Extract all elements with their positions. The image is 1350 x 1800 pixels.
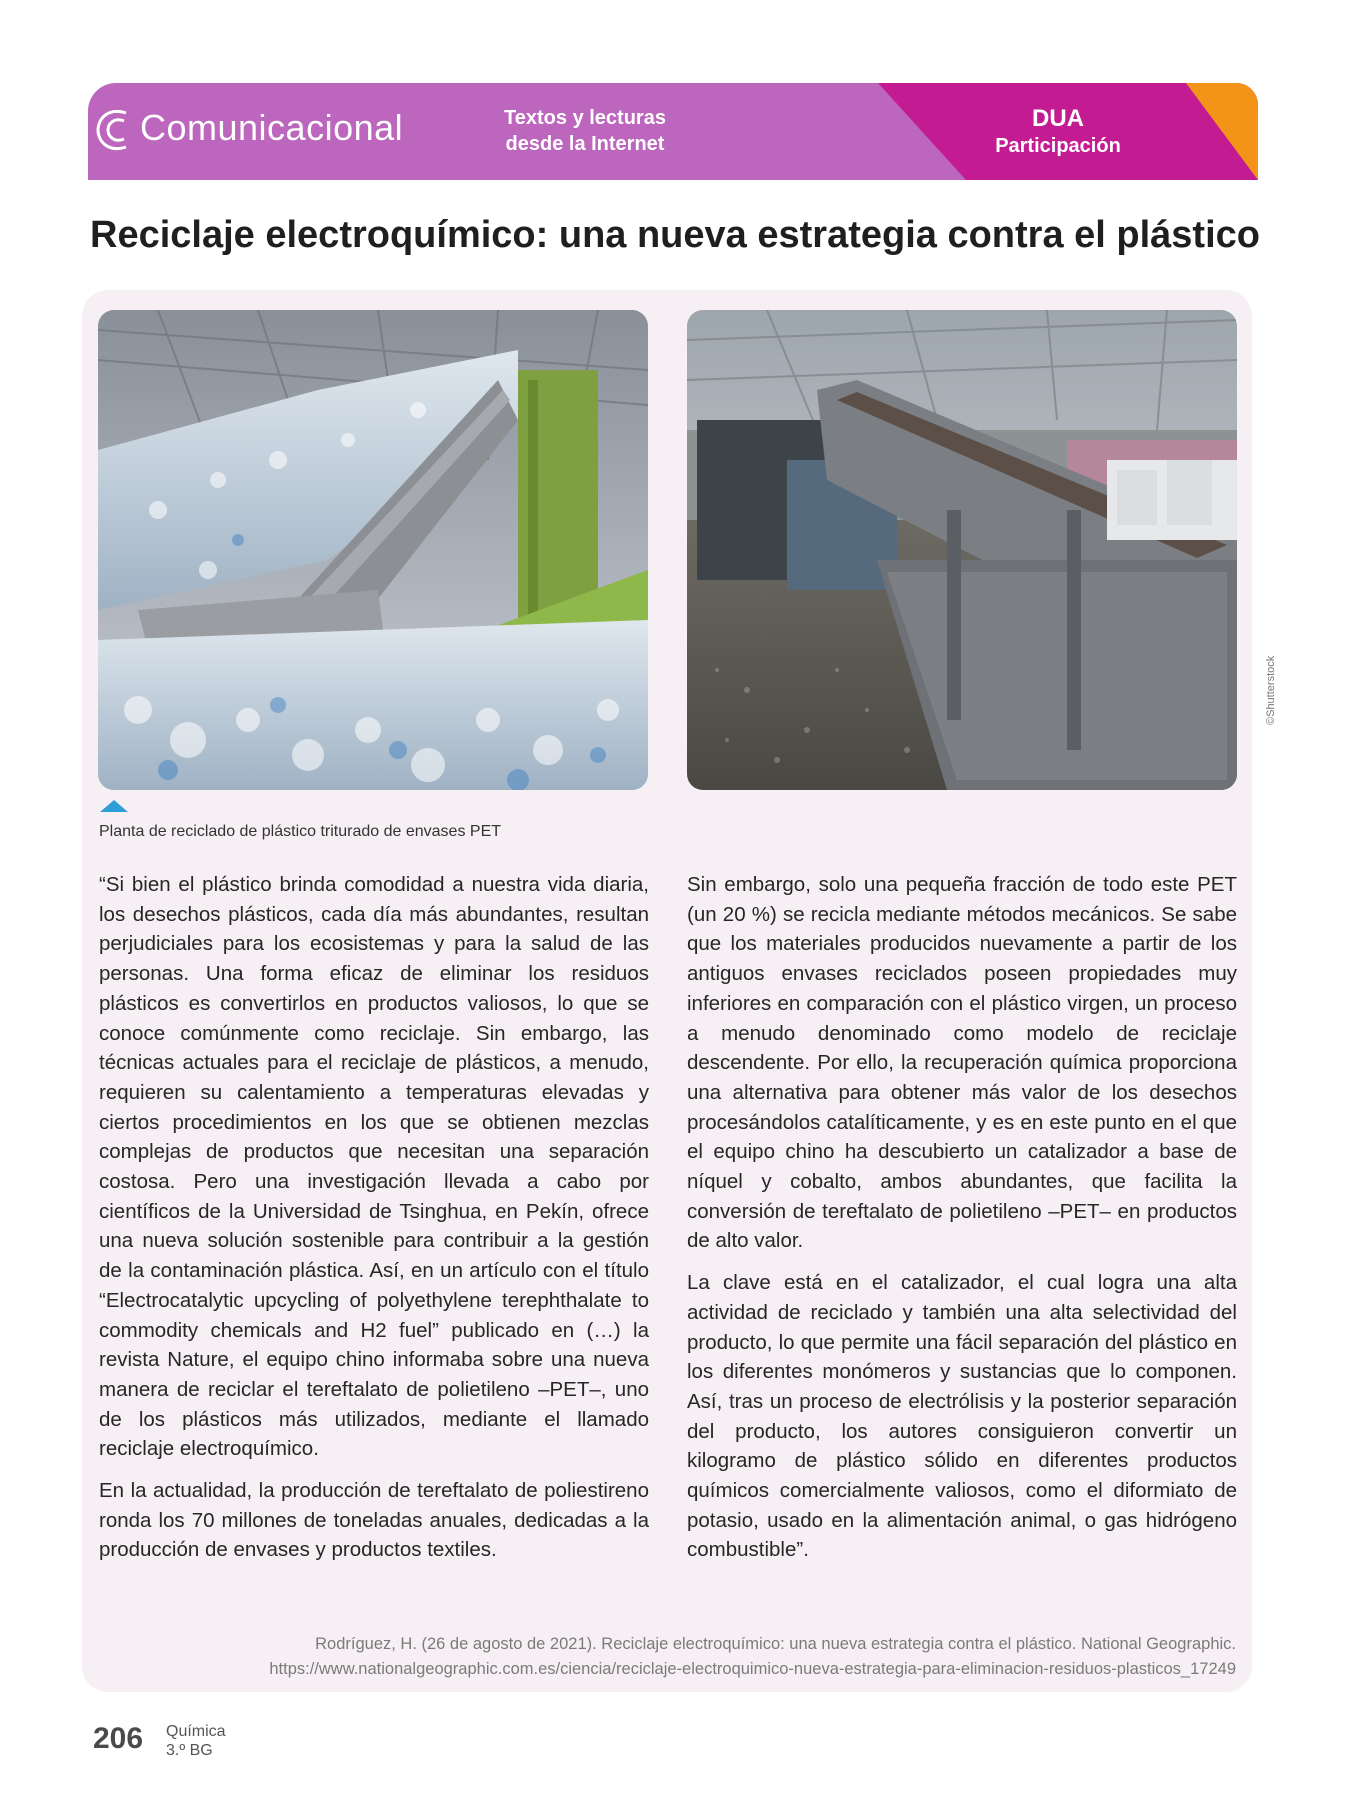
comunicacional-c-icon bbox=[94, 105, 134, 155]
reference-citation: Rodríguez, H. (26 de agosto de 2021). Reciclaje electroquímico: una nueva estrategia contra el plástico. National Geographic. bbox=[315, 1635, 1236, 1653]
article-paragraph: “Si bien el plástico brinda comodidad a nuestra vida diaria, los desechos plásticos, cada día más abundantes, resultan perjudiciales para los ecosistemas y para la salud de las personas. Una forma eficaz de eliminar los residuos plásticos es convertirlos en productos valiosos, lo que se conoce comúnmente como reciclaje. Sin embargo, las técnicas actuales para el reciclaje de plásticos, a menudo, requieren su calentamiento a temperaturas elevadas y ciertos procedimientos en los que se obtienen mezclas complejas de productos que necesitan una separación costosa. Pero una investigación llevada a cabo por científicos de la Universidad de Tsinghua, en Pekín, ofrece una nueva solución sostenible para contribuir a la gestión de la contaminación plástica. Así, en un artículo con el título “Electrocatalytic upcycling of polyethylene terephthalate to commodity chemicals and H2 fuel” publicado en (…) la revista Nature, el equipo chino informaba sobre una nueva manera de reciclar el tereftalato de polietileno –PET–, uno de los plásticos más utilizados, mediante el llamado reciclaje electroquímico. bbox=[99, 873, 649, 1461]
article-paragraph: En la actualidad, la producción de tereftalato de poliestireno ronda los 70 millones de toneladas anuales, dedicadas a la producción de envases y productos textiles. bbox=[99, 1479, 649, 1562]
conveyor-photo bbox=[687, 310, 1237, 790]
subtitle-line-1: Textos y lecturas bbox=[504, 107, 666, 129]
article-column-right bbox=[687, 870, 1237, 1577]
article-column-left bbox=[99, 870, 649, 1577]
recycling-plant-photo bbox=[98, 310, 648, 790]
footer-subject-name: Química bbox=[166, 1723, 226, 1740]
dua-badge bbox=[968, 105, 1148, 159]
page-title: Reciclaje electroquímico: una nueva estrategia contra el plástico bbox=[90, 214, 1260, 256]
dua-title: DUA bbox=[1032, 105, 1084, 132]
section-banner bbox=[88, 83, 1258, 180]
source-reference bbox=[100, 1632, 1236, 1682]
subtitle-line-2: desde la Internet bbox=[505, 133, 665, 155]
photo-caption: Planta de reciclado de plástico triturado de envases PET bbox=[99, 823, 502, 840]
footer-subject bbox=[166, 1722, 226, 1760]
article-paragraph: La clave está en el catalizador, el cual logra una alta actividad de reciclado y también una alta selectividad del producto, lo que permite una fácil separación del plástico en los diferentes monómeros y sustancias que lo componen. Así, tras un proceso de electrólisis y la posterior separación del producto, los autores consiguieron convertir un kilogramo de plástico sólido en diferentes productos químicos comercialmente valiosos, como el diformiato de potasio, usado en la alimentación animal, o gas hidrógeno combustible”. bbox=[687, 1271, 1237, 1562]
article-paragraph: Sin embargo, solo una pequeña fracción de todo este PET (un 20 %) se recicla mediante métodos mecánicos. Se sabe que los materiales producidos nuevamente a partir de los antiguos envases reciclados poseen propiedades muy inferiores en comparación con el plástico virgen, un proceso a menudo denominado como modelo de reciclaje descendente. Por ello, la recuperación química proporciona una alternativa para obtener más valor de los desechos procesándolos catalíticamente, y es en este punto en el que el equipo chino ha descubierto un catalizador a base de níquel y cobalto, ambos abundantes, que facilita la conversión de tereftalato de polietileno –PET– en productos de alto valor. bbox=[687, 873, 1237, 1253]
reference-url: https://www.nationalgeographic.com.es/ciencia/reciclaje-electroquimico-nueva-estrategia-para-eliminacion-residuos-plasticos_17249 bbox=[269, 1660, 1236, 1678]
section-subtitle bbox=[475, 105, 695, 157]
recycling-plant-pet-bottles-image bbox=[98, 310, 648, 790]
caption-triangle-icon bbox=[100, 800, 128, 812]
footer-grade: 3.º BG bbox=[166, 1742, 213, 1759]
photo-credit: ©Shutterstock bbox=[1265, 655, 1277, 725]
page-number: 206 bbox=[93, 1722, 144, 1755]
section-brand: Comunicacional bbox=[140, 107, 404, 148]
shredded-plastic-conveyor-image bbox=[687, 310, 1237, 790]
dua-subtitle: Participación bbox=[995, 135, 1121, 157]
